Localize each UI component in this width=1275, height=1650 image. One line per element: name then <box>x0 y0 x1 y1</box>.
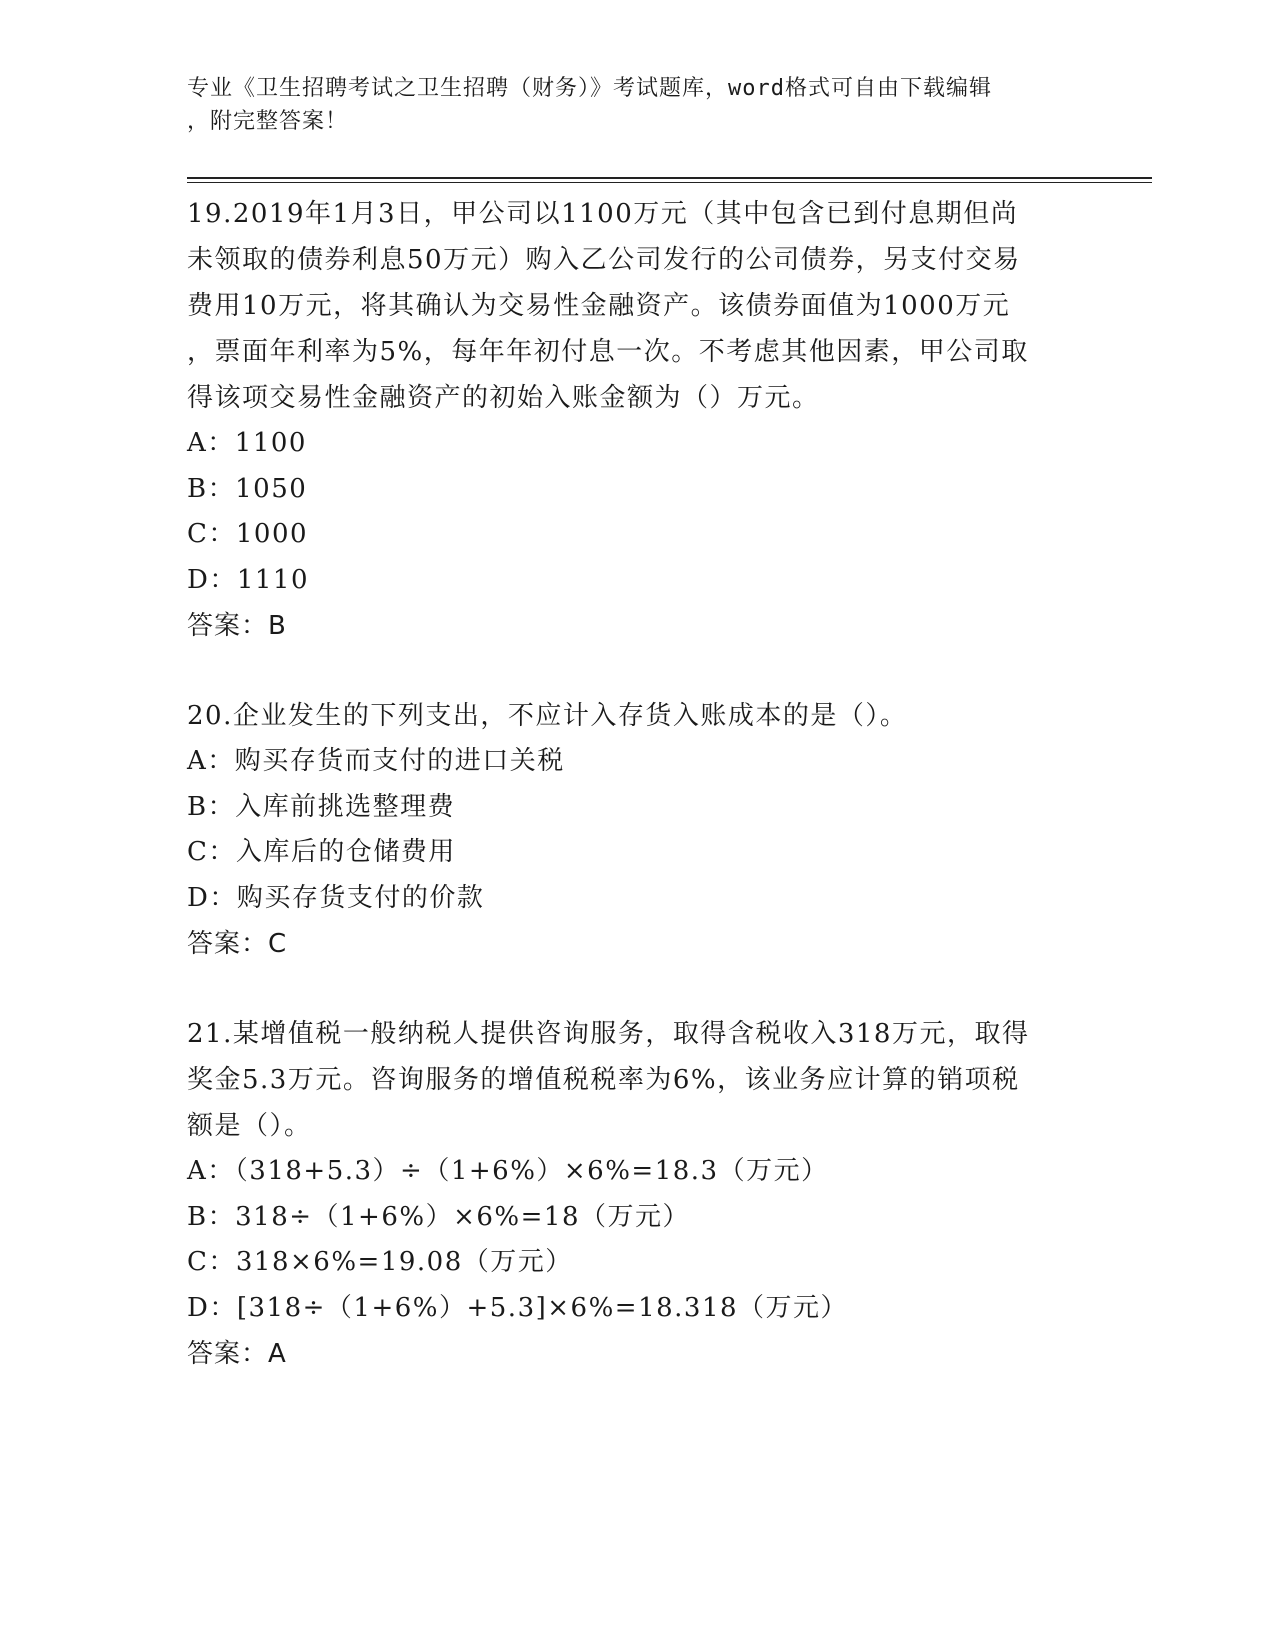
option-c: C：318×6%=19.08（万元） <box>187 1247 573 1277</box>
header-rule-thick <box>187 177 1152 179</box>
question-line: 21.某增值税一般纳税人提供咨询服务，取得含税收入318万元，取得 <box>187 1019 1030 1049</box>
question-line: 未领取的债券利息50万元）购入乙公司发行的公司债券，另支付交易 <box>187 245 1021 275</box>
option-d: D：购买存货支付的价款 <box>187 882 485 913</box>
header-line-2: ，附完整答案！ <box>187 109 349 134</box>
question-line: 19.2019年1月3日，甲公司以1100万元（其中包含已到付息期但尚 <box>187 199 1019 229</box>
option-b: B：入库前挑选整理费 <box>187 791 456 822</box>
question-list <box>187 191 1067 1421</box>
question-line: ，票面年利率为5%，每年年初付息一次。不考虑其他因素，甲公司取 <box>187 337 1029 367</box>
option-a: A：（318+5.3）÷（1+6%）×6%=18.3（万元） <box>187 1156 829 1186</box>
document-header <box>187 72 1067 138</box>
option-b: B：318÷（1+6%）×6%=18（万元） <box>187 1201 690 1232</box>
answer: 答案：C <box>187 929 288 959</box>
answer: 答案：B <box>187 611 287 641</box>
question-line: 得该项交易性金融资产的初始入账金额为（）万元。 <box>187 383 820 413</box>
option-a: A：购买存货而支付的进口关税 <box>187 746 565 776</box>
option-c: C：1000 <box>187 519 309 549</box>
option-d: D：1110 <box>187 564 310 595</box>
option-b: B：1050 <box>187 473 308 504</box>
option-a: A：1100 <box>187 428 307 458</box>
option-d: D：[318÷（1+6%）+5.3]×6%=18.318（万元） <box>187 1292 849 1323</box>
question-line: 20.企业发生的下列支出，不应计入存货入账成本的是（）。 <box>187 701 908 731</box>
question-block-21 <box>187 1011 1067 1377</box>
header-rule-thin <box>187 182 1152 183</box>
question-line: 费用10万元，将其确认为交易性金融资产。该债券面值为1000万元 <box>187 291 1011 321</box>
question-block-20 <box>187 693 1067 967</box>
option-c: C：入库后的仓储费用 <box>187 837 456 867</box>
question-block-19 <box>187 191 1067 649</box>
question-line: 奖金5.3万元。咨询服务的增值税税率为6%，该业务应计算的销项税 <box>187 1065 1020 1095</box>
header-line-1: 专业《卫生招聘考试之卫生招聘（财务）》考试题库，word格式可自由下载编辑 <box>187 76 992 101</box>
answer: 答案：A <box>187 1339 287 1369</box>
question-line: 额是（）。 <box>187 1111 312 1141</box>
